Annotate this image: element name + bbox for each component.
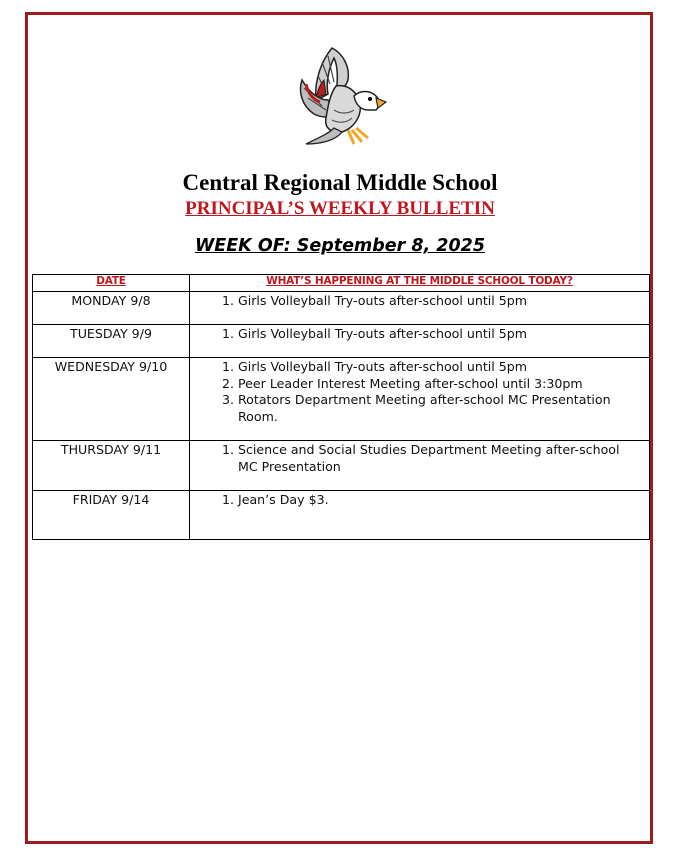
event-item: 3. Rotators Department Meeting after-school MC Presentation Room. [238,392,643,425]
events-cell [190,441,650,491]
table-row [33,325,650,358]
table-header-row [33,275,650,292]
table-row [33,292,650,325]
table-row [33,441,650,491]
week-of-heading [0,236,680,256]
event-item: 2. Peer Leader Interest Meeting after-school until 3:30pm [238,376,643,393]
col-header-events: WHAT’S HAPPENING AT THE MIDDLE SCHOOL TODAY? [190,275,650,292]
event-item: 1. Girls Volleyball Try-outs after-school until 5pm [238,326,643,343]
event-list [190,492,643,509]
event-item: 1. Girls Volleyball Try-outs after-school until 5pm [238,359,643,376]
eagle-logo-icon [292,40,388,152]
event-list [190,442,643,475]
events-cell [190,292,650,325]
col-header-date: DATE [33,275,190,292]
events-cell [190,358,650,441]
day-cell: MONDAY 9/8 [33,292,190,325]
week-of-text: WEEK OF: September 8, 2025 [194,236,486,256]
day-cell: FRIDAY 9/14 [33,491,190,540]
event-item: 1. Science and Social Studies Department Meeting after-school MC Presentation [238,442,643,475]
event-list [190,359,643,425]
day-cell: TUESDAY 9/9 [33,325,190,358]
event-list [190,293,643,310]
event-list [190,326,643,343]
schedule-table [32,274,650,540]
bulletin-title: PRINCIPAL’S WEEKLY BULLETIN [185,198,495,219]
day-cell: WEDNESDAY 9/10 [33,358,190,441]
school-name: Central Regional Middle School [182,170,498,195]
events-cell [190,325,650,358]
table-row [33,491,650,540]
table-row [33,358,650,441]
event-item: 1. Girls Volleyball Try-outs after-school until 5pm [238,293,643,310]
event-item: 1. Jean’s Day $3. [238,492,643,509]
day-cell: THURSDAY 9/11 [33,441,190,491]
events-cell [190,491,650,540]
